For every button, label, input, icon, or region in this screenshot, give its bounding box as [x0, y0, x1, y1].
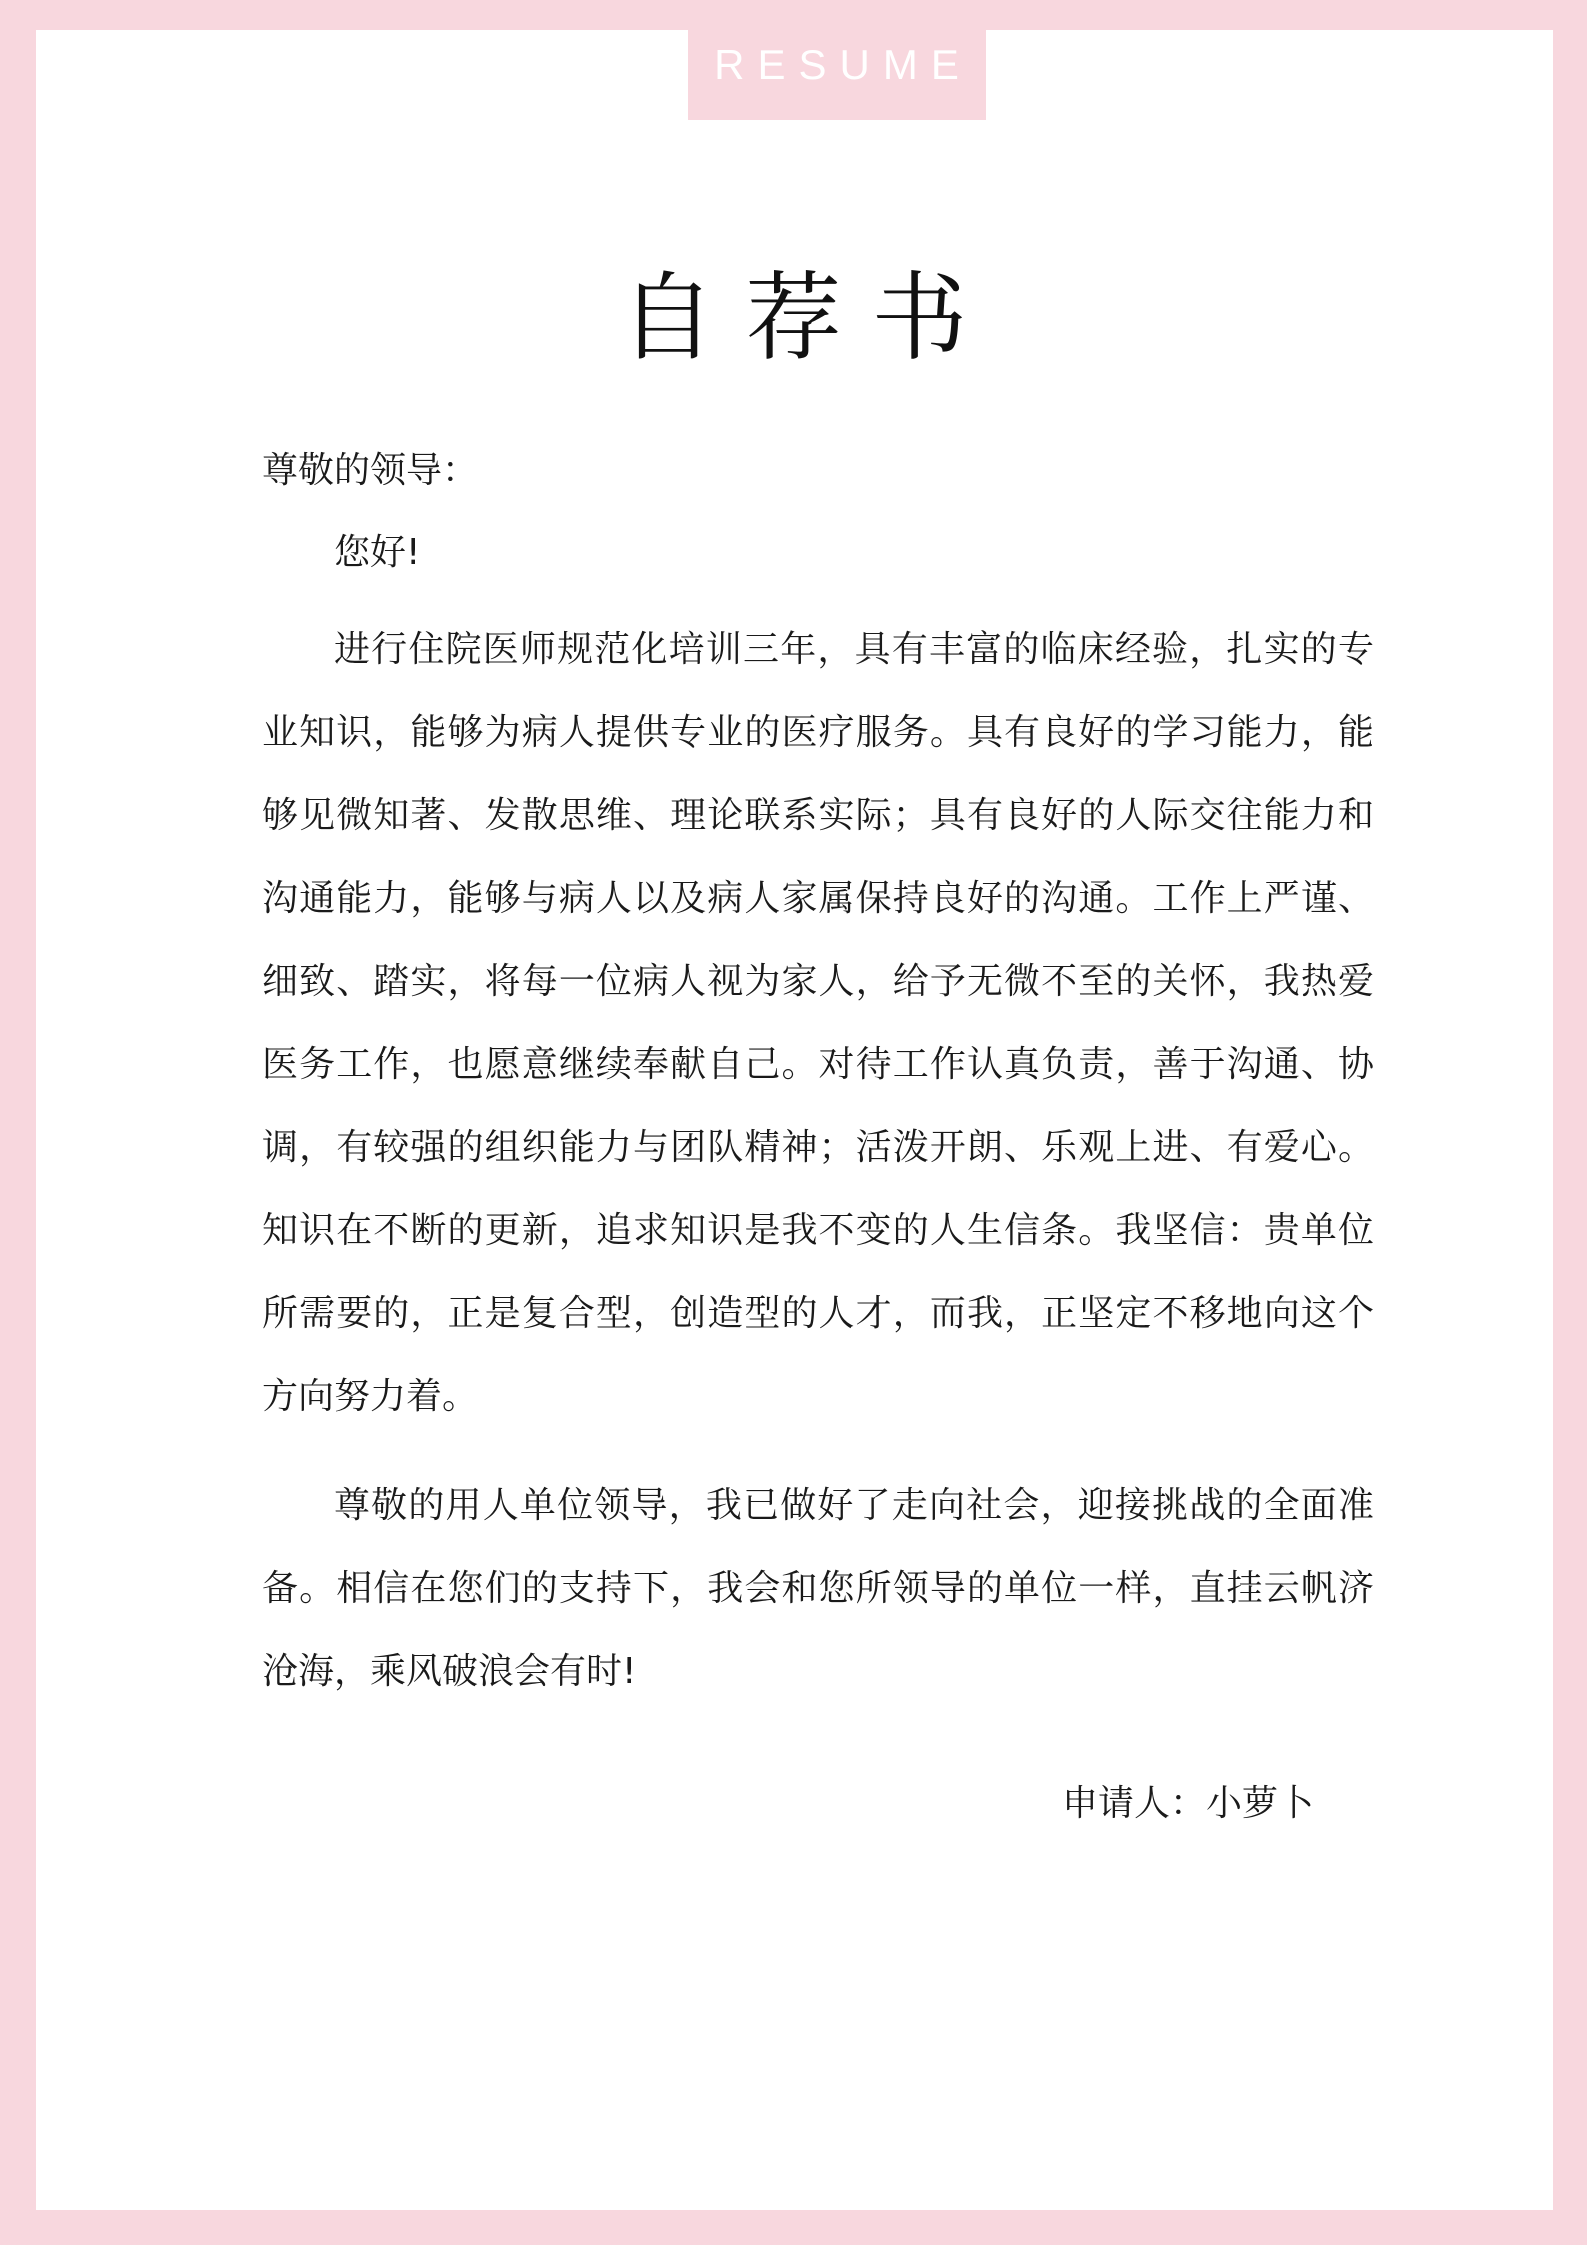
signature-line: 申请人：小萝卜 — [1062, 1783, 1315, 1824]
body-paragraph-2: 尊敬的用人单位领导，我已做好了走向社会，迎接挑战的全面准备。相信在您们的支持下，我会和您所领导的单位一样，直挂云帆济沧海，乘风破浪会有时! — [262, 1485, 1374, 1692]
document-title: 自荐书 — [619, 262, 998, 374]
salutation: 尊敬的领导： — [262, 450, 479, 491]
body-paragraph-1: 进行住院医师规范化培训三年，具有丰富的临床经验，扎实的专业知识，能够为病人提供专业的医疗服务。具有良好的学习能力，能够见微知著、发散思维、理论联系实际；具有良好的人际交往能力和沟通能力，能够与病人以及病人家属保持良好的沟通。工作上严谨、细致、踏实，将每一位病人视为家人，给予无微不至的关怀，我热爱医务工作，也愿意继续奉献自己。对待工作认真负责，善于沟通、协调，有较强的组织能力与团队精神；活泼开朗、乐观上进、有爱心。知识在不断的更新，追求知识是我不变的人生信条。我坚信：贵单位所需要的，正是复合型，创造型的人才，而我，正坚定不移地向这个方向努力着。 — [262, 629, 1374, 1417]
greeting-line: 您好! — [334, 532, 421, 573]
letter-body — [262, 442, 1374, 1713]
resume-tab-label: RESUME — [688, 30, 986, 120]
